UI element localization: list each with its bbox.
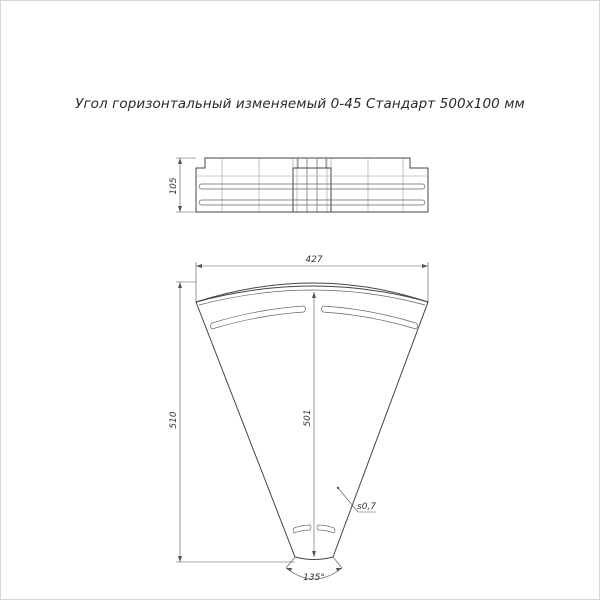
side-view [169,158,428,212]
width-dimension-label: 427 [305,255,323,265]
outer-length-label: 510 [169,411,179,429]
thickness-label: s0,7 [357,502,377,512]
top-view [169,255,428,583]
center-length-label: 501 [303,409,313,427]
height-dimension-label: 105 [169,177,179,195]
angle-label: 135° [303,573,325,583]
drawing-title: Угол горизонтальный изменяемый 0-45 Стандарт 500х100 мм [75,96,525,112]
